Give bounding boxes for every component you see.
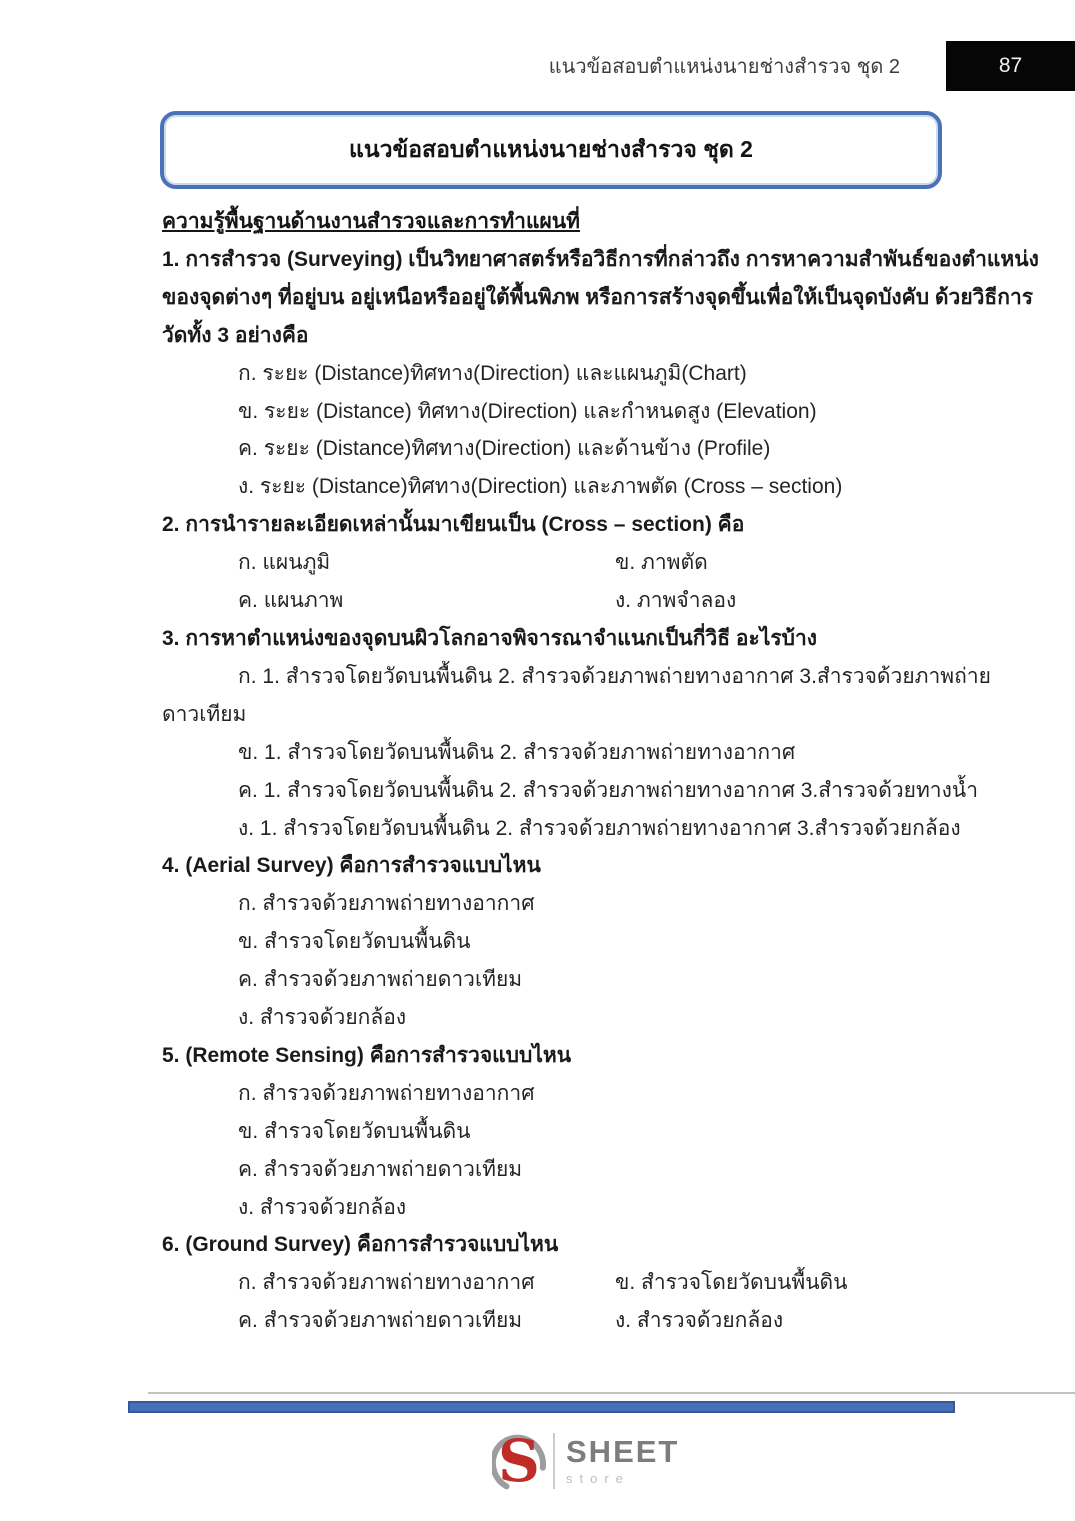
question-4-option-c: ค. สำรวจด้วยภาพถ่ายดาวเทียม	[238, 968, 523, 992]
question-1-option-b: ข. ระยะ (Distance) ทิศทาง(Direction) และกำหนดสูง (Elevation)	[238, 399, 817, 423]
sheet-store-s-icon	[492, 1424, 546, 1498]
question-6-option-c: ค. สำรวจด้วยภาพถ่ายดาวเทียม	[238, 1309, 523, 1333]
question-6-option-a: ก. สำรวจด้วยภาพถ่ายทางอากาศ	[238, 1271, 535, 1295]
running-header-title: แนวข้อสอบตำแหน่งนายช่างสำรวจ ชุด 2	[548, 56, 900, 78]
question-2-options-row	[238, 544, 962, 582]
footer-thin-rule	[148, 1392, 1075, 1394]
question-6-options-row	[238, 1302, 962, 1340]
question-3-option-a: ก. 1. สำรวจโดยวัดบนพื้นดิน 2. สำรวจด้วยภาพถ่ายทางอากาศ 3.สำรวจด้วยภาพถ่าย	[238, 664, 991, 688]
page-number: 87	[998, 54, 1023, 77]
question-3-option-a-continuation: ดาวเทียม	[162, 702, 247, 726]
question-2-option-b: ข. ภาพตัด	[615, 551, 708, 575]
question-6-text: 6. (Ground Survey) คือการสำรวจแบบไหน	[162, 1233, 559, 1257]
question-5-option-a: ก. สำรวจด้วยภาพถ่ายทางอากาศ	[238, 1081, 535, 1105]
question-2-option-d: ง. ภาพจำลอง	[615, 589, 737, 613]
question-1-line: 1. การสำรวจ (Surveying) เป็นวิทยาศาสตร์หรือวิธีการที่กล่าวถึง การหาความสำพันธ์ของตำแหน่ง	[162, 247, 1039, 271]
question-6-option-d: ง. สำรวจด้วยกล้อง	[615, 1309, 784, 1333]
question-4-option-a: ก. สำรวจด้วยภาพถ่ายทางอากาศ	[238, 892, 535, 916]
question-5-option-c: ค. สำรวจด้วยภาพถ่ายดาวเทียม	[238, 1157, 523, 1181]
question-4-option-d: ง. สำรวจด้วยกล้อง	[238, 1006, 407, 1030]
document-title: แนวข้อสอบตำแหน่งนายช่างสำรวจ ชุด 2	[349, 136, 753, 162]
question-5-option-b: ข. สำรวจโดยวัดบนพื้นดิน	[238, 1119, 471, 1143]
question-4-option-b: ข. สำรวจโดยวัดบนพื้นดิน	[238, 930, 471, 954]
sheet-store-logo	[492, 1422, 679, 1500]
section-heading: ความรู้พื้นฐานด้านงานสำรวจและการทำแผนที่	[162, 210, 581, 233]
page-number-box	[946, 41, 1075, 91]
question-4-text: 4. (Aerial Survey) คือการสำรวจแบบไหน	[162, 854, 541, 878]
question-3-text: 3. การหาตำแหน่งของจุดบนผิวโลกอาจพิจารณาจำแนกเป็นกี่วิธี อะไรบ้าง	[162, 626, 818, 650]
question-3-option-b: ข. 1. สำรวจโดยวัดบนพื้นดิน 2. สำรวจด้วยภาพถ่ายทางอากาศ	[238, 740, 796, 764]
question-1-option-a: ก. ระยะ (Distance)ทิศทาง(Direction) และแผนภูมิ(Chart)	[238, 361, 747, 385]
question-1-option-c: ค. ระยะ (Distance)ทิศทาง(Direction) และด้านข้าง (Profile)	[238, 437, 771, 461]
question-sheet-body	[162, 203, 1039, 1340]
footer-accent-bar	[128, 1401, 955, 1413]
title-box	[160, 111, 942, 189]
question-5-option-d: ง. สำรวจด้วยกล้อง	[238, 1195, 407, 1219]
svg-text:S: S	[498, 1427, 540, 1495]
question-6-option-b: ข. สำรวจโดยวัดบนพื้นดิน	[615, 1271, 848, 1295]
brand-name: SHEET	[566, 1434, 680, 1469]
question-6-options-row	[238, 1264, 962, 1302]
logo-divider	[553, 1433, 555, 1489]
question-2-text: 2. การนำรายละเอียดเหล่านั้นมาเขียนเป็น (Cross – section) คือ	[162, 513, 745, 537]
question-5-text: 5. (Remote Sensing) คือการสำรวจแบบไหน	[162, 1043, 572, 1067]
question-1-line: วัดทั้ง 3 อย่างคือ	[162, 323, 309, 347]
question-1-line: ของจุดต่างๆ ที่อยู่บน อยู่เหนือหรืออยู่ใต้พื้นพิภพ หรือการสร้างจุดขึ้นเพื่อให้เป็นจุดบังคับ ด้วยวิธีการ	[162, 285, 1034, 309]
brand-subtitle: store	[566, 1471, 630, 1486]
question-1-option-d: ง. ระยะ (Distance)ทิศทาง(Direction) และภาพตัด (Cross – section)	[238, 475, 843, 499]
question-3-option-d: ง. 1. สำรวจโดยวัดบนพื้นดิน 2. สำรวจด้วยภาพถ่ายทางอากาศ 3.สำรวจด้วยกล้อง	[238, 816, 961, 840]
question-2-options-row	[238, 582, 962, 620]
question-2-option-c: ค. แผนภาพ	[238, 589, 344, 613]
question-2-option-a: ก. แผนภูมิ	[238, 551, 331, 575]
question-3-option-c: ค. 1. สำรวจโดยวัดบนพื้นดิน 2. สำรวจด้วยภาพถ่ายทางอากาศ 3.สำรวจด้วยทางน้ำ	[238, 778, 979, 802]
